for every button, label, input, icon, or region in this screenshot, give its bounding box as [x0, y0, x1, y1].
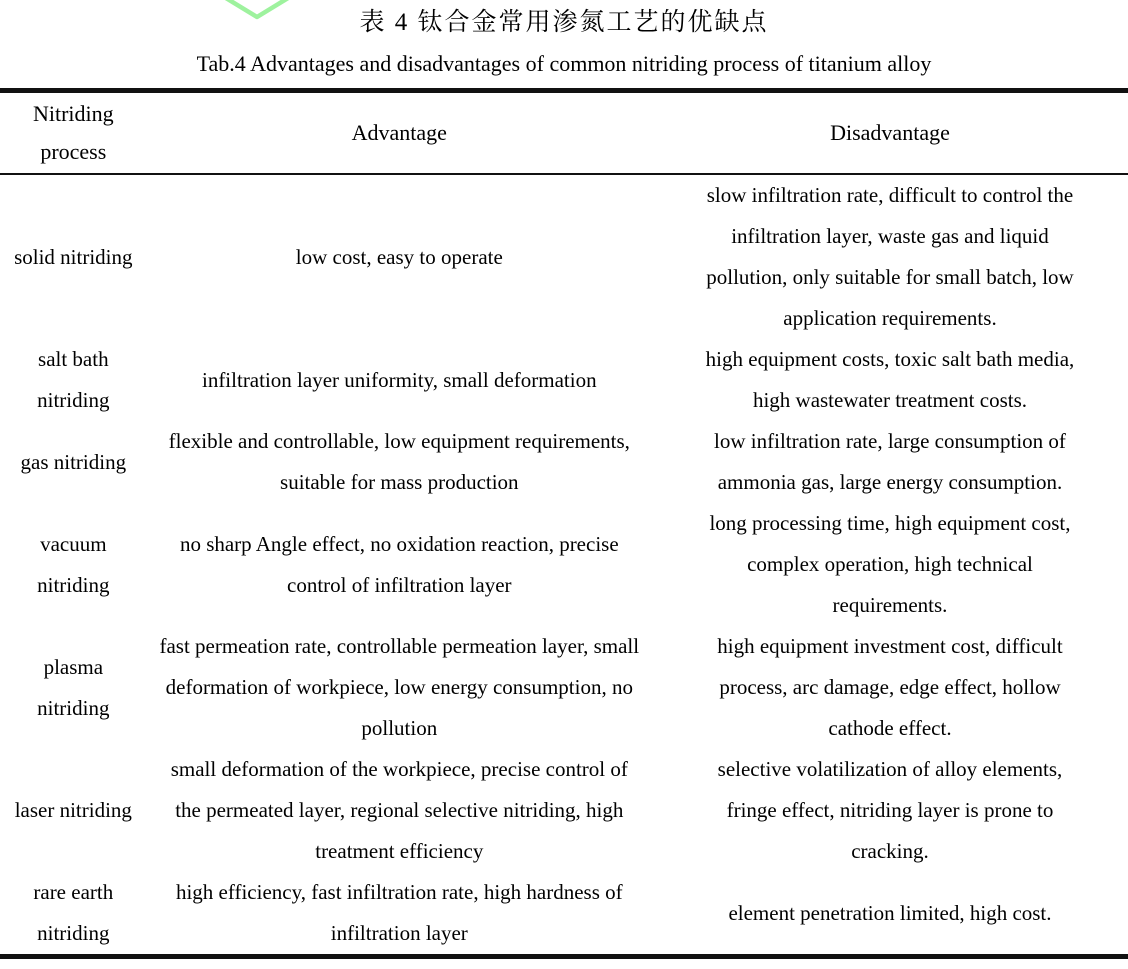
advantage-text: fast permeation rate, controllable permeation layer, small deformation of workpiece, low energy consumption, no pollution	[159, 634, 640, 740]
table-header-row	[0, 91, 1128, 175]
disadvantage-text: low infiltration rate, large consumption of ammonia gas, large energy consumption.	[714, 429, 1066, 494]
advantage-text: low cost, easy to operate	[295, 244, 503, 269]
nitriding-process-table	[0, 88, 1128, 959]
table-caption-chinese: 表 4 钛合金常用渗氮工艺的优缺点	[359, 9, 769, 36]
process-cell	[0, 626, 147, 749]
advantage-text: small deformation of the workpiece, precise control of the permeated layer, regional selective nitriding, high treatment efficiency	[170, 757, 628, 863]
process-text: plasma nitriding	[37, 654, 110, 720]
disadvantage-cell	[652, 421, 1128, 503]
process-cell	[0, 174, 147, 339]
table-row-solid-nitriding	[0, 174, 1128, 339]
process-cell	[0, 872, 147, 957]
table-row-gas-nitriding	[0, 421, 1128, 503]
column-header-nitriding-process: Nitriding process	[0, 91, 147, 175]
disadvantage-cell	[652, 749, 1128, 872]
process-text: solid nitriding	[14, 244, 133, 269]
disadvantage-cell	[652, 872, 1128, 957]
table-row-salt-bath-nitriding	[0, 339, 1128, 421]
disadvantage-text: slow infiltration rate, difficult to control the infiltration layer, waste gas and liquid pollution, only suitable for small batch, low application requirements.	[706, 183, 1074, 330]
disadvantage-cell	[652, 626, 1128, 749]
advantage-cell	[147, 339, 652, 421]
disadvantage-text: high equipment costs, toxic salt bath media, high wastewater treatment costs.	[705, 347, 1075, 412]
process-cell	[0, 749, 147, 872]
process-text: vacuum nitriding	[37, 531, 110, 597]
advantage-cell	[147, 872, 652, 957]
process-cell	[0, 339, 147, 421]
disadvantage-cell	[652, 174, 1128, 339]
disadvantage-cell	[652, 503, 1128, 626]
chevron-down-icon	[219, 0, 295, 22]
process-text: laser nitriding	[14, 798, 132, 822]
advantage-text: infiltration layer uniformity, small deformation	[201, 367, 597, 392]
disadvantage-text: selective volatilization of alloy elements, fringe effect, nitriding layer is prone to cracking.	[717, 757, 1063, 863]
process-text: salt bath nitriding	[37, 347, 110, 412]
advantage-cell	[147, 503, 652, 626]
process-cell	[0, 421, 147, 503]
disadvantage-text: long processing time, high equipment cost, complex operation, high technical requirements.	[709, 511, 1071, 617]
advantage-cell	[147, 421, 652, 503]
table-row-rare-earth-nitriding	[0, 872, 1128, 957]
disadvantage-cell	[652, 339, 1128, 421]
table-caption-english: Tab.4 Advantages and disadvantages of common nitriding process of titanium alloy	[196, 51, 932, 76]
disadvantage-text: element penetration limited, high cost.	[728, 900, 1052, 925]
process-cell	[0, 503, 147, 626]
process-text: gas nitriding	[20, 449, 127, 474]
table-row-laser-nitriding	[0, 749, 1128, 872]
process-text: rare earth nitriding	[33, 880, 114, 945]
advantage-text: flexible and controllable, low equipment requirements, suitable for mass production	[168, 429, 630, 494]
chevron-down-stroke	[221, 0, 293, 17]
advantage-cell	[147, 749, 652, 872]
advantage-cell	[147, 626, 652, 749]
column-header-advantage: Advantage	[147, 91, 652, 175]
advantage-cell	[147, 174, 652, 339]
column-header-disadvantage: Disadvantage	[652, 91, 1128, 175]
advantage-text: no sharp Angle effect, no oxidation reaction, precise control of infiltration layer	[179, 531, 619, 597]
table-row-plasma-nitriding	[0, 626, 1128, 749]
advantage-text: high efficiency, fast infiltration rate, high hardness of infiltration layer	[175, 880, 623, 945]
table-row-vacuum-nitriding	[0, 503, 1128, 626]
disadvantage-text: high equipment investment cost, difficult process, arc damage, edge effect, hollow cathode effect.	[717, 634, 1063, 740]
